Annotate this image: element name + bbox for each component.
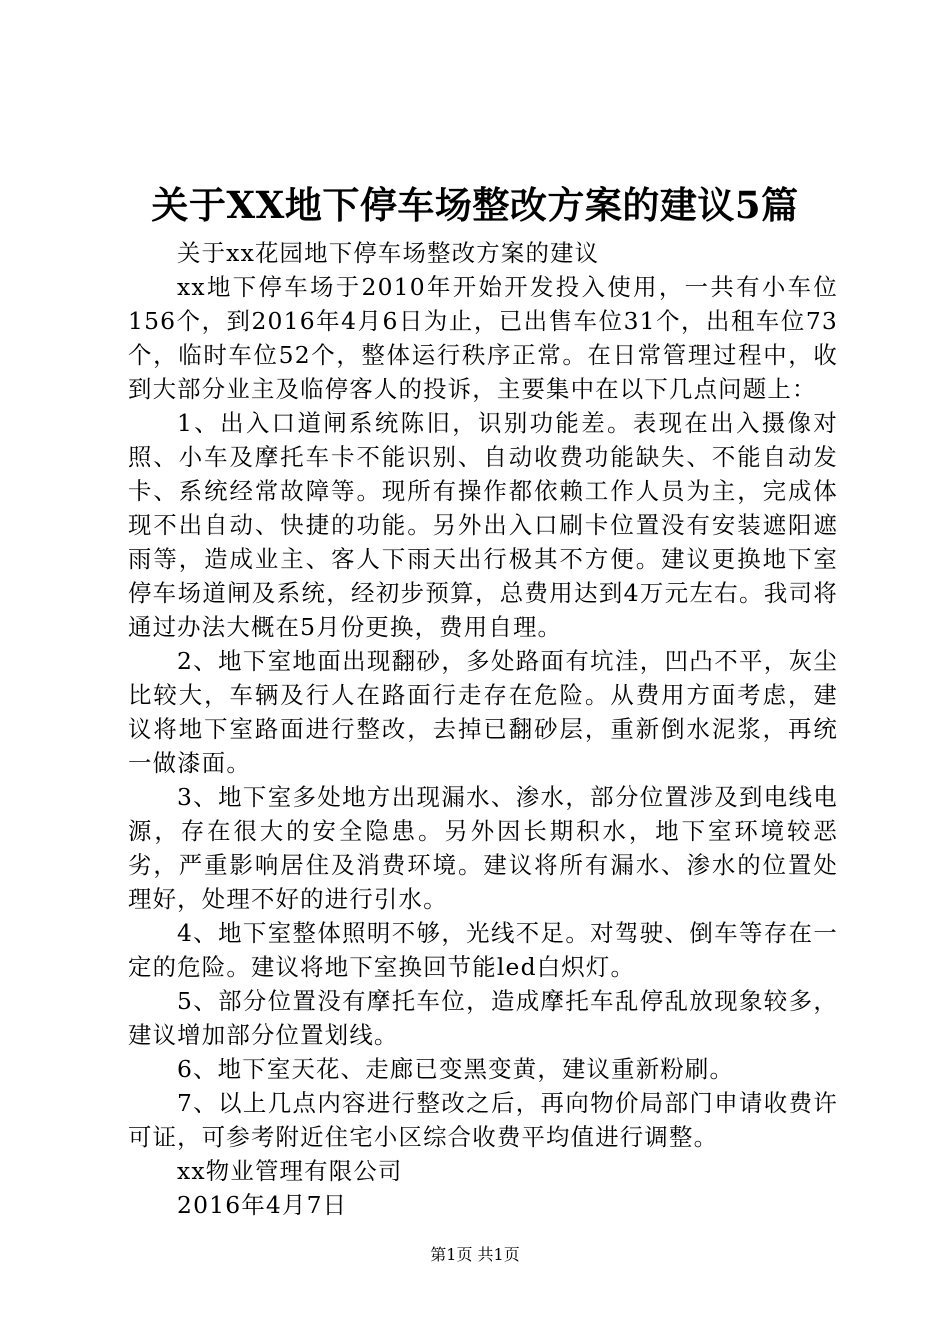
document-title: 关于XX地下停车场整改方案的建议5篇 <box>151 183 799 227</box>
item-5-paragraph: 5、部分位置没有摩托车位，造成摩托车乱停乱放现象较多，建议增加部分位置划线。 <box>128 987 838 1049</box>
intro-paragraph: xx地下停车场于2010年开始开发投入使用，一共有小车位156个，到2016年4月6日为止，已出售车位31个，出租车位73个，临时车位52个，整体运行秩序正常。在日常管理过程中，收到大部分业主及临停客人的投诉，主要集中在以下几点问题上： <box>128 273 838 403</box>
item-1-paragraph: 1、出入口道闸系统陈旧，识别功能差。表现在出入摄像对照、小车及摩托车卡不能识别、自动收费功能缺失、不能自动发卡、系统经常故障等。现所有操作都依赖工作人员为主，完成体现不出自动、快捷的功能。另外出入口刷卡位置没有安装遮阳遮雨等，造成业主、客人下雨天出行极其不方便。建议更换地下室停车场道闸及系统，经初步预算，总费用达到4万元左右。我司将通过办法大概在5月份更换，费用自理。 <box>128 409 838 641</box>
item-3-paragraph: 3、地下室多处地方出现漏水、渗水，部分位置涉及到电线电源，存在很大的安全隐患。另外因长期积水，地下室环境较恶劣，严重影响居住及消费环境。建议将所有漏水、渗水的位置处理好，处理不好的进行引水。 <box>128 783 838 913</box>
signature-date: 2016年4月7日 <box>177 1191 348 1219</box>
item-4-paragraph: 4、地下室整体照明不够，光线不足。对驾驶、倒车等存在一定的危险。建议将地下室换回节能led白炽灯。 <box>128 919 838 981</box>
document-body <box>128 236 838 1222</box>
item-6-paragraph: 6、地下室天花、走廊已变黑变黄，建议重新粉刷。 <box>177 1055 735 1083</box>
page-number-footer: 第1页 共1页 <box>430 1245 520 1264</box>
item-7-paragraph: 7、以上几点内容进行整改之后，再向物价局部门申请收费许可证，可参考附近住宅小区综合收费平均值进行调整。 <box>128 1089 838 1151</box>
subtitle-paragraph: 关于xx花园地下停车场整改方案的建议 <box>177 239 600 267</box>
item-2-paragraph: 2、地下室地面出现翻砂，多处路面有坑洼，凹凸不平，灰尘比较大，车辆及行人在路面行走存在危险。从费用方面考虑，建议将地下室路面进行整改，去掉已翻砂层，重新倒水泥浆，再统一做漆面。 <box>128 647 838 777</box>
signature-company: xx物业管理有限公司 <box>177 1157 403 1185</box>
